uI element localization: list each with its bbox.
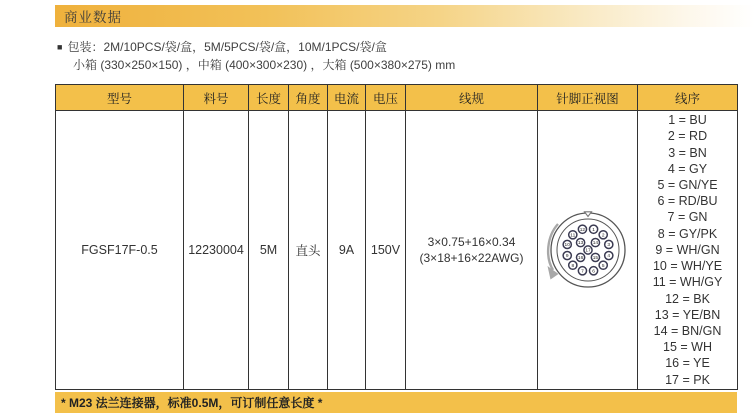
svg-text:16: 16: [577, 256, 583, 262]
wire-seq-line: 2 = RD: [667, 129, 708, 144]
cell-angle: 直头: [289, 111, 328, 390]
svg-text:4: 4: [606, 254, 610, 260]
wire-gauge-line-1: 3×0.75+16×0.34: [427, 235, 516, 249]
wire-seq-line: 5 = GN/YE: [657, 178, 718, 193]
col-header-current: 电流: [328, 85, 366, 111]
wire-seq-line: 8 = GY/PK: [657, 226, 718, 241]
wire-seq-line: 4 = GY: [667, 161, 708, 176]
svg-text:3: 3: [606, 243, 610, 249]
cell-pin-view: [538, 111, 638, 390]
packaging-line-2: 小箱 (330×250×150) ，中箱 (400×300×230) ，大箱 (500×380×275) mm: [73, 57, 456, 72]
cell-wire-gauge: [406, 111, 538, 390]
packaging-line-1: ■ 包装：2M/10PCS/袋/盒，5M/5PCS/袋/盒，10M/1PCS/袋/盒: [57, 40, 387, 54]
svg-text:17: 17: [584, 248, 591, 254]
col-header-angle: 角度: [289, 85, 328, 111]
spec-table: [55, 84, 738, 390]
col-header-voltage: 电压: [366, 85, 406, 111]
footer-note-bar: [55, 392, 737, 413]
svg-text:7: 7: [580, 269, 584, 275]
wire-seq-line: 1 = BU: [668, 113, 707, 128]
wire-seq-line: 12 = BK: [665, 291, 710, 306]
svg-text:6: 6: [591, 269, 595, 275]
wire-seq-line: 6 = RD/BU: [657, 194, 718, 209]
svg-text:14: 14: [592, 241, 598, 247]
svg-text:10: 10: [564, 243, 570, 249]
cell-voltage: 150V: [366, 111, 406, 390]
wire-seq-line: 11 = WH/GY: [652, 275, 723, 290]
footer-note: * M23 法兰连接器，标准0.5M，可订制任意长度 *: [61, 396, 323, 410]
wire-seq-line: 3 = BN: [668, 145, 707, 160]
wire-seq-line: 10 = WH/YE: [652, 259, 723, 274]
wire-seq-line: 15 = WH: [663, 340, 712, 355]
cell-model: FGSF17F-0.5: [56, 111, 184, 390]
svg-text:15: 15: [592, 256, 598, 262]
cell-wire-sequence: [638, 111, 738, 390]
packaging-info: [57, 39, 455, 74]
connector-pin-diagram: [542, 200, 634, 300]
col-header-wire-sequence: 线序: [638, 85, 738, 111]
bullet-square-icon: ■: [57, 42, 63, 52]
svg-text:13: 13: [577, 241, 583, 247]
svg-text:11: 11: [569, 233, 575, 239]
section-header-bar: [55, 5, 755, 27]
wire-seq-line: 9 = WH/GN: [655, 242, 720, 257]
wire-gauge-line-2: (3×18+16×22AWG): [419, 251, 524, 265]
col-header-length: 长度: [249, 85, 289, 111]
wire-seq-line: 17 = PK: [665, 372, 710, 387]
svg-text:2: 2: [601, 233, 605, 239]
wire-seq-line: 13 = YE/BN: [654, 307, 721, 322]
cell-current: 9A: [328, 111, 366, 390]
col-header-model: 型号: [56, 85, 184, 111]
wire-seq-line: 16 = YE: [665, 356, 710, 371]
svg-text:5: 5: [601, 263, 605, 269]
section-title: 商业数据: [64, 10, 122, 25]
cell-length: 5M: [249, 111, 289, 390]
table-header-row: [56, 85, 738, 111]
col-header-wire-gauge: 线规: [406, 85, 538, 111]
col-header-part-number: 料号: [184, 85, 249, 111]
svg-text:1: 1: [591, 227, 595, 233]
svg-text:9: 9: [565, 254, 569, 260]
wire-seq-line: 14 = BN/GN: [653, 323, 722, 338]
table-row: [56, 111, 738, 390]
svg-text:8: 8: [570, 263, 574, 269]
cell-part-number: 12230004: [184, 111, 249, 390]
col-header-pin-view: 针脚正视图: [538, 85, 638, 111]
wire-seq-line: 7 = GN: [667, 210, 708, 225]
svg-text:12: 12: [579, 227, 585, 233]
